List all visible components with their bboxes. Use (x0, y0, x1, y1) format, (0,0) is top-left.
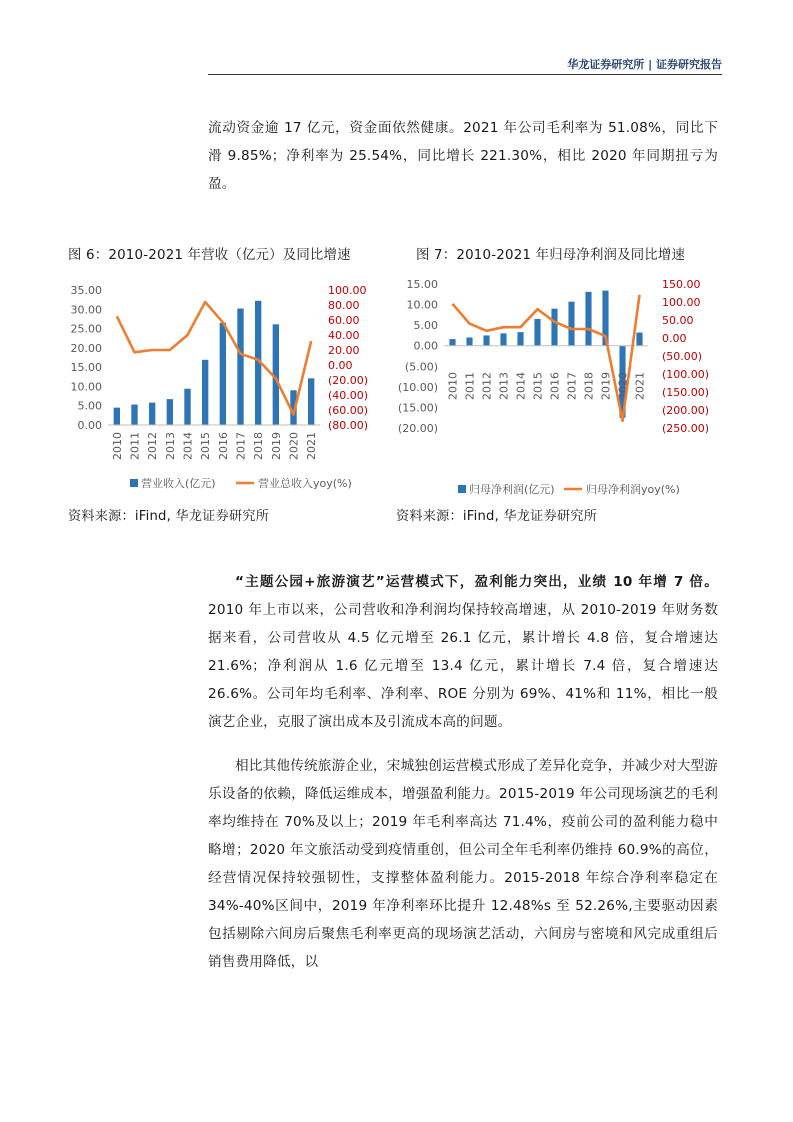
category-label: 2013 (163, 432, 177, 460)
right-axis-tick: (150.00) (662, 386, 710, 399)
category-label: 2012 (146, 432, 160, 460)
bar-2021 (636, 333, 642, 346)
legend-line-label: 营业总收入yoy(%) (258, 477, 352, 490)
legend-bar-label: 营业收入(亿元) (141, 477, 216, 490)
bar-2018 (585, 292, 591, 346)
legend-bar-label: 归母净利润(亿元) (469, 483, 555, 496)
category-label: 2021 (633, 372, 647, 400)
figure-7-title: 图 7：2010-2021 年归母净利润及同比增速 (416, 248, 686, 263)
paragraph-1: 流动资金逾 17 亿元，资金面依然健康。2021 年公司毛利率为 51.08%，同比下滑 9.85%；净利率为 25.54%，同比增长 221.30%，相比 2020 年同期扭亏为盈。 (208, 120, 718, 192)
paragraph-2-lead: “主题公园+旅游演艺”运营模式下，盈利能力突出，业绩 10 年增 7 倍。 (235, 574, 718, 590)
bar-2010 (449, 339, 455, 346)
left-axis-tick: 15.00 (70, 361, 102, 375)
category-label: 2014 (181, 432, 195, 460)
left-axis-tick: 10.00 (70, 380, 102, 394)
right-axis-tick: (250.00) (662, 422, 710, 435)
category-label: 2015 (199, 432, 213, 460)
category-label: 2020 (287, 432, 301, 460)
right-axis-tick: (50.00) (662, 350, 703, 363)
left-axis-tick: (15.00) (397, 401, 438, 415)
category-label: 2019 (269, 432, 283, 460)
right-axis-tick: (40.00) (328, 389, 369, 402)
chart-revenue (68, 268, 384, 500)
right-axis-tick: 40.00 (328, 329, 360, 342)
bar-2017 (237, 309, 243, 425)
category-label: 2012 (480, 372, 494, 400)
right-axis-tick: 20.00 (328, 344, 360, 357)
left-axis-tick: 25.00 (70, 322, 102, 336)
category-label: 2018 (582, 372, 596, 400)
left-axis-tick: 0.00 (413, 339, 438, 353)
left-axis-tick: (10.00) (397, 380, 438, 394)
right-axis-tick: (100.00) (662, 368, 710, 381)
chart-net-profit-svg (396, 268, 712, 500)
right-axis-tick: 100.00 (328, 284, 367, 297)
bar-2021 (308, 378, 314, 425)
legend-bar-swatch (130, 479, 138, 487)
category-label: 2017 (565, 372, 579, 400)
bar-2012 (149, 403, 155, 425)
legend-bar-swatch (458, 485, 466, 493)
bar-2014 (184, 389, 190, 425)
bar-2010 (114, 408, 120, 425)
category-label: 2019 (599, 372, 613, 400)
header-separator: | (644, 58, 656, 71)
right-axis-tick: (20.00) (328, 374, 369, 387)
header-rule (208, 74, 722, 75)
left-axis-tick: (5.00) (404, 360, 438, 374)
left-axis-tick: 30.00 (70, 303, 102, 317)
left-axis-tick: 5.00 (77, 399, 102, 413)
category-label: 2010 (446, 372, 460, 400)
left-axis-tick: 10.00 (406, 298, 438, 312)
right-axis-tick: (80.00) (328, 419, 369, 432)
category-label: 2017 (234, 432, 248, 460)
paragraph-3: 相比其他传统旅游企业，宋城独创运营模式形成了差异化竞争，并减少对大型游乐设备的依赖，降低运维成本，增强盈利能力。2015-2019 年公司现场演艺的毛利率均维持在 70%及以上；2019 年毛利率高达 71.4%，疫前公司的盈利能力稳中略增；2020 年文旅活动受到疫情重创，但公司全年毛利率仍维持 60.9%的高位，经营情况保持较强韧性，支撑整体盈利能力。2015-2018 年综合净利率稳定在 34%-40%区间中，2019 年净利率环比提升 12.48%s 至 52.26%,主要驱动因素包括剔除六间房后聚焦毛利率更高的现场演艺活动，六间房与密境和风完成重组后销售费用降低，以 (208, 758, 718, 970)
yoy-line (453, 295, 640, 421)
right-axis-tick: 150.00 (662, 278, 701, 291)
legend-line-label: 归母净利润yoy(%) (586, 483, 680, 496)
category-label: 2016 (216, 432, 230, 460)
category-label: 2021 (305, 432, 319, 460)
category-label: 2018 (252, 432, 266, 460)
left-axis-tick: (20.00) (397, 422, 438, 435)
bar-2014 (517, 332, 523, 346)
category-label: 2011 (463, 372, 477, 400)
left-axis-tick: 35.00 (70, 284, 102, 297)
page-header (208, 56, 722, 74)
paragraph-2 (208, 568, 718, 736)
bar-2015 (202, 360, 208, 425)
bar-2011 (131, 405, 137, 425)
category-label: 2015 (531, 372, 545, 400)
right-axis-tick: 100.00 (662, 296, 701, 309)
category-label: 2011 (128, 432, 142, 460)
right-axis-tick: 50.00 (662, 314, 694, 327)
header-doc-type: 证券研究报告 (656, 58, 722, 71)
right-axis-tick: 0.00 (328, 359, 353, 372)
chart-net-profit (396, 268, 712, 500)
paragraph-2-body: 2010 年上市以来，公司营收和净利润均保持较高增速，从 2010-2019 年财务数据来看，公司营收从 4.5 亿元增至 26.1 亿元，累计增长 4.8 倍，复合增速达 21.6%；净利润从 1.6 亿元增至 13.4 亿元，累计增长 7.4 倍，复合增速达 26.6%。公司年均毛利率、净利率、ROE 分别为 69%、41%和 11%，相比一般演艺企业，克服了演出成本及引流成本高的问题。 (208, 602, 718, 730)
bar-2013 (167, 399, 173, 425)
right-axis-tick: (60.00) (328, 404, 369, 417)
figure-7-source: 资料来源：iFind, 华龙证券研究所 (396, 509, 598, 524)
left-axis-tick: 20.00 (70, 341, 102, 355)
left-axis-tick: 15.00 (406, 278, 438, 291)
right-axis-tick: 80.00 (328, 299, 360, 312)
figure-6-source: 资料来源：iFind, 华龙证券研究所 (68, 509, 270, 524)
chart-revenue-svg (68, 268, 384, 500)
category-label: 2014 (514, 372, 528, 400)
bar-2017 (568, 302, 574, 346)
category-label: 2016 (548, 372, 562, 400)
category-label: 2020 (616, 372, 630, 400)
right-axis-tick: 0.00 (662, 332, 687, 345)
right-axis-tick: (200.00) (662, 404, 710, 417)
left-axis-tick: 0.00 (77, 419, 102, 432)
bar-2015 (534, 319, 540, 346)
bar-2011 (466, 337, 472, 345)
bar-2012 (483, 335, 489, 345)
category-label: 2013 (497, 372, 511, 400)
bar-2016 (551, 309, 557, 346)
category-label: 2010 (110, 432, 124, 460)
bar-2016 (220, 323, 226, 425)
yoy-line (117, 302, 311, 415)
right-axis-tick: 60.00 (328, 314, 360, 327)
header-org: 华龙证券研究所 (567, 58, 645, 71)
left-axis-tick: 5.00 (413, 319, 438, 333)
figure-6-title: 图 6：2010-2021 年营收（亿元）及同比增速 (68, 248, 351, 263)
bar-2013 (500, 333, 506, 345)
